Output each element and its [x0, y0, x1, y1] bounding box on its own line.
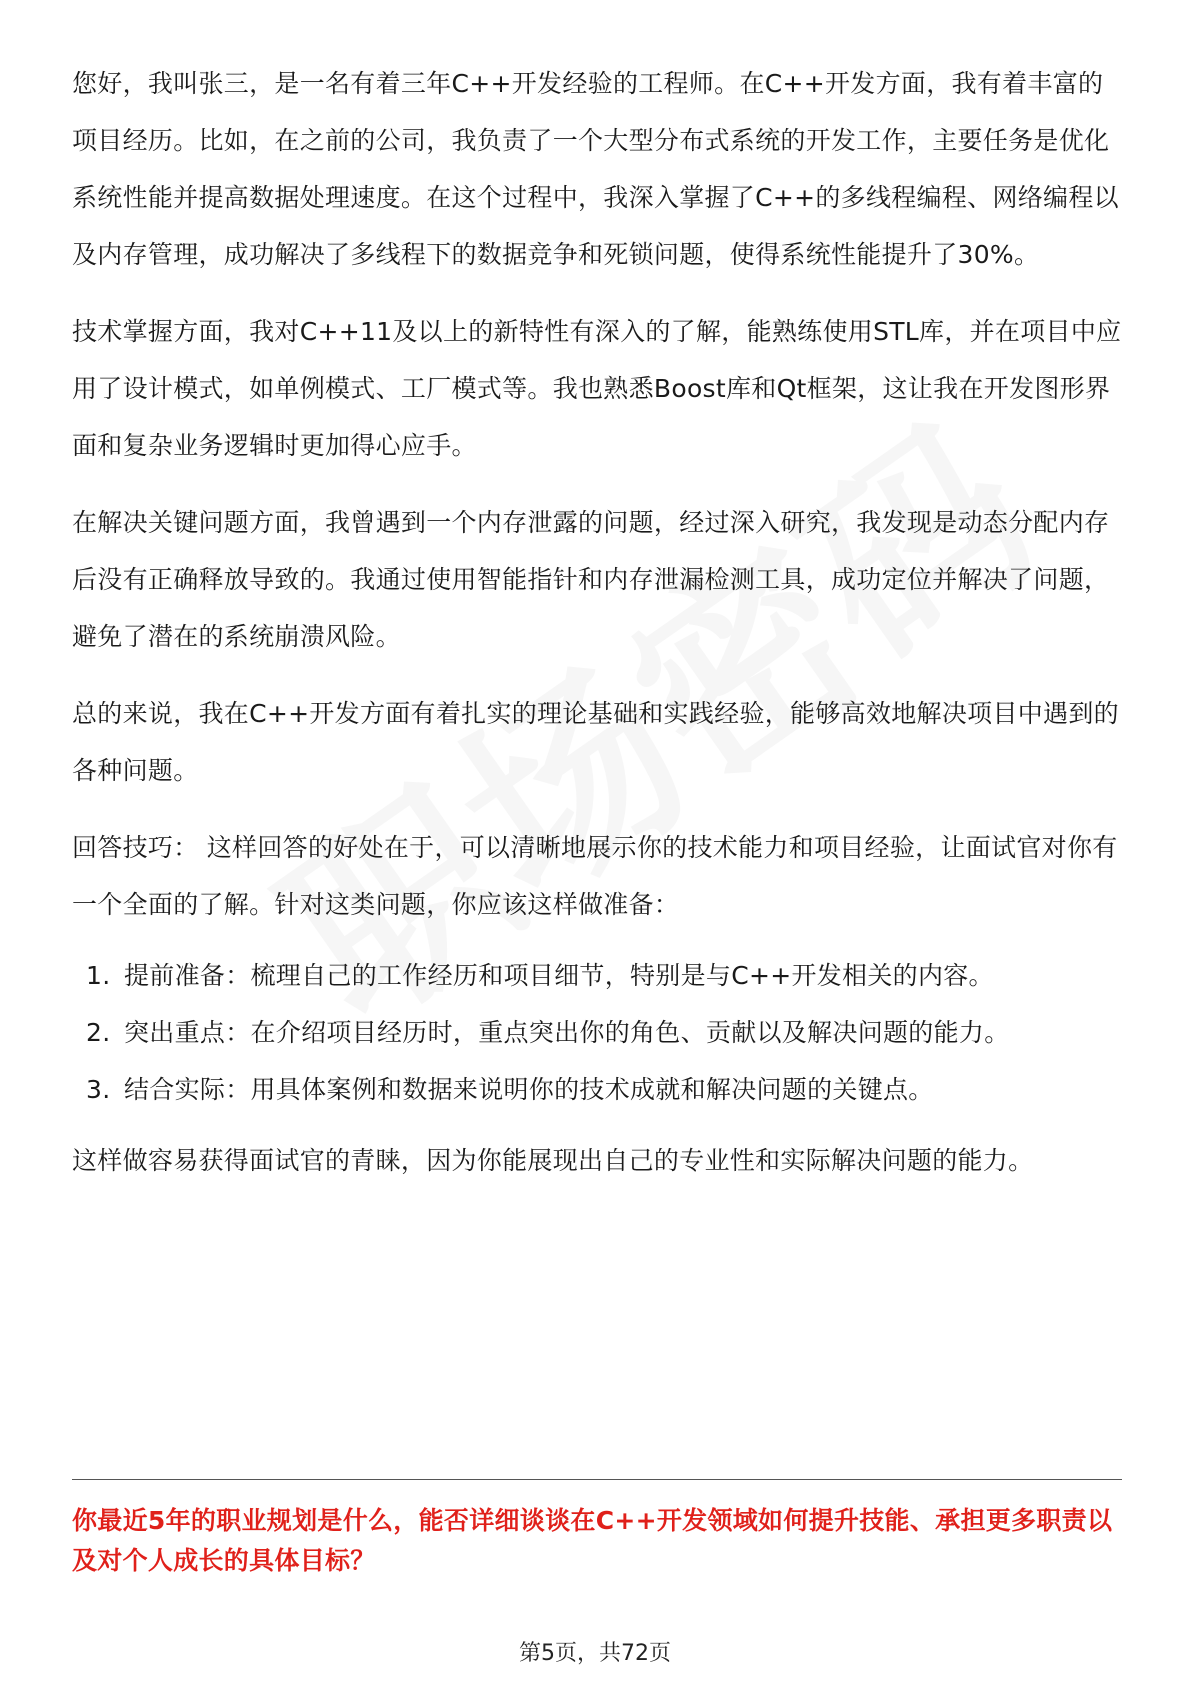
section-divider: [72, 1479, 1122, 1480]
document-body: [72, 55, 1122, 1189]
list-item-number: 2.: [86, 1018, 111, 1047]
list-item-number: 3.: [86, 1075, 111, 1104]
answer-paragraph-3: 在解决关键问题方面，我曾遇到一个内存泄露的问题，经过深入研究，我发现是动态分配内存后没有正确释放导致的。我通过使用智能指针和内存泄漏检测工具，成功定位并解决了问题，避免了潜在的系统崩溃风险。: [72, 508, 1110, 651]
list-item: [72, 947, 1122, 1004]
tips-intro: 回答技巧： 这样回答的好处在于，可以清晰地展示你的技术能力和项目经验，让面试官对你有一个全面的了解。针对这类问题，你应该这样做准备：: [72, 833, 1118, 919]
next-question-heading: 你最近5年的职业规划是什么，能否详细谈谈在C++开发领域如何提升技能、承担更多职责以及对个人成长的具体目标？: [72, 1506, 1113, 1575]
tips-list: [72, 947, 1122, 1118]
list-item-text: 结合实际：用具体案例和数据来说明你的技术成就和解决问题的关键点。: [124, 1075, 934, 1104]
list-item-text: 突出重点：在介绍项目经历时，重点突出你的角色、贡献以及解决问题的能力。: [124, 1018, 1010, 1047]
answer-paragraph-2: 技术掌握方面，我对C++11及以上的新特性有深入的了解，能熟练使用STL库，并在项目中应用了设计模式，如单例模式、工厂模式等。我也熟悉Boost库和Qt框架，这让我在开发图形界面和复杂业务逻辑时更加得心应手。: [72, 317, 1122, 460]
list-item: [72, 1004, 1122, 1061]
list-item-text: 提前准备：梳理自己的工作经历和项目细节，特别是与C++开发相关的内容。: [124, 961, 994, 990]
list-item-number: 1.: [86, 961, 111, 990]
closing-paragraph: 这样做容易获得面试官的青睐，因为你能展现出自己的专业性和实际解决问题的能力。: [72, 1146, 1034, 1175]
answer-paragraph-1: 您好，我叫张三，是一名有着三年C++开发经验的工程师。在C++开发方面，我有着丰富的项目经历。比如，在之前的公司，我负责了一个大型分布式系统的开发工作，主要任务是优化系统性能并提高数据处理速度。在这个过程中，我深入掌握了C++的多线程编程、网络编程以及内存管理，成功解决了多线程下的数据竞争和死锁问题，使得系统性能提升了30%。: [72, 69, 1119, 269]
answer-paragraph-4: 总的来说，我在C++开发方面有着扎实的理论基础和实践经验，能够高效地解决项目中遇到的各种问题。: [72, 699, 1119, 785]
page-number: 第5页，共72页: [519, 1641, 671, 1666]
list-item: [72, 1061, 1122, 1118]
